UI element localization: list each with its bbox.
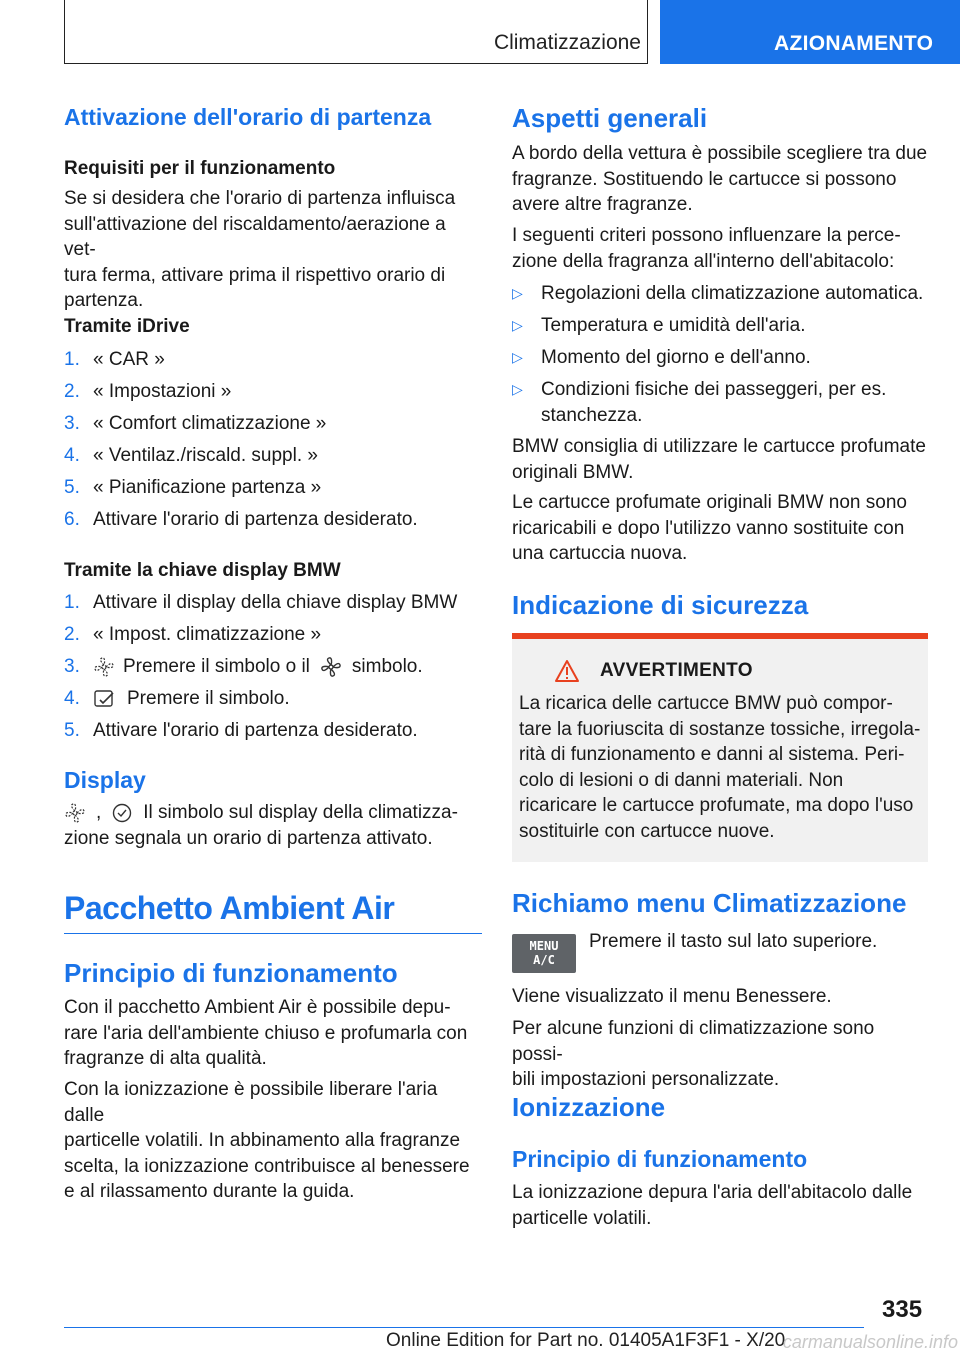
step-number: 3.	[64, 413, 80, 434]
criteria-list	[512, 281, 930, 431]
text-line: tura ferma, attivare prima il rispettivo orario di	[64, 264, 446, 286]
watermark: carmanualsonline.info	[782, 1332, 958, 1352]
step-number: 1.	[64, 592, 80, 613]
ionization-principle-heading: Principio di funzionamento	[512, 1146, 808, 1172]
bullet-text: Regolazioni della climatizzazione automatica.	[541, 283, 924, 304]
key-steps-list	[64, 590, 482, 750]
text-line: fragranze di alta qualità.	[64, 1048, 267, 1069]
confirm-box-icon	[93, 688, 115, 710]
header-chapter-label: AZIONAMENTO	[774, 32, 934, 55]
menu-paragraph-1: Viene visualizzato il menu Benessere.	[512, 986, 832, 1007]
text-line: scelta, la ionizzazione contribuisce al benessere	[64, 1155, 470, 1177]
fan-active-icon	[320, 656, 342, 678]
text-line: Con il pacchetto Ambient Air è possibile depu-	[64, 997, 451, 1018]
requirements-paragraph	[64, 186, 482, 314]
step-number: 5.	[64, 477, 80, 498]
step-text: « Comfort climatizzazione »	[93, 413, 327, 434]
triangle-bullet-icon: ▷	[512, 381, 523, 397]
text-line: ricaricabili e dopo l'utilizzo vanno sostituite con	[512, 517, 905, 539]
bullet-text: Momento del giorno e dell'anno.	[541, 347, 811, 368]
warning-title: AVVERTIMENTO	[600, 660, 753, 681]
triangle-bullet-icon: ▷	[512, 285, 523, 301]
text-line: La ionizzazione depura l'aria dell'abitacolo dalle	[512, 1182, 913, 1203]
text-line: sostituirle con cartucce nuove.	[519, 820, 775, 842]
fan-icon	[64, 802, 86, 824]
step-number: 4.	[64, 445, 80, 466]
step-text	[93, 654, 423, 679]
ionization-paragraph	[512, 1180, 930, 1231]
text-line: originali BMW.	[512, 461, 634, 483]
principle-heading: Principio di funzionamento	[64, 958, 398, 988]
step-text: « Impostazioni »	[93, 381, 232, 402]
list-item	[64, 590, 482, 615]
step-number: 2.	[64, 381, 80, 402]
text-line: Se si desidera che l'orario di partenza influisca	[64, 188, 456, 209]
display-heading: Display	[64, 767, 146, 793]
list-item	[512, 313, 930, 339]
page-number: 335	[882, 1296, 923, 1323]
step-number: 4.	[64, 688, 80, 709]
list-item	[512, 377, 930, 429]
general-paragraph-4	[512, 490, 930, 567]
general-paragraph-3	[512, 434, 930, 485]
footer-divider	[64, 1327, 864, 1328]
button-label: MENU	[529, 939, 559, 953]
text-line: partenza.	[64, 290, 144, 311]
step-number: 5.	[64, 720, 80, 741]
text-line: fragranze. Sostituendo le cartucce si possono	[512, 168, 897, 190]
menu-instruction: Premere il tasto sul lato superiore.	[589, 931, 878, 952]
step-text	[93, 686, 290, 711]
step-text-part: Premere il simbolo.	[127, 688, 290, 709]
warning-title-row	[554, 659, 934, 687]
idrive-steps-list	[64, 347, 482, 537]
text-line: zione della fragranza all'interno dell'abitacolo:	[512, 250, 895, 272]
key-display-heading: Tramite la chiave display BMW	[64, 560, 341, 581]
fan-icon	[93, 656, 115, 678]
list-item	[64, 686, 482, 711]
menu-ac-button[interactable]	[512, 934, 576, 973]
text-line: sull'attivazione del riscaldamento/aerazione a vet-	[64, 213, 446, 260]
general-heading: Aspetti generali	[512, 103, 708, 133]
footer-edition: Online Edition for Part no. 01405A1F3F1 - X/20	[386, 1330, 786, 1351]
list-item	[512, 345, 930, 371]
triangle-bullet-icon: ▷	[512, 349, 523, 365]
ionization-heading: Ionizzazione	[512, 1092, 666, 1122]
step-text: « Impost. climatizzazione »	[93, 624, 322, 645]
step-text: « Pianificazione partenza »	[93, 477, 322, 498]
button-label: A/C	[533, 953, 555, 967]
list-item	[64, 622, 482, 647]
general-paragraph-1	[512, 141, 930, 218]
text-line: particelle volatili. In abbinamento alla fragranze	[64, 1130, 461, 1151]
text-line: BMW consiglia di utilizzare le cartucce profumate	[512, 436, 926, 457]
text-line: una cartuccia nuova.	[512, 543, 688, 564]
header-section-title: Climatizzazione	[493, 31, 641, 54]
safety-heading: Indicazione di sicurezza	[512, 590, 809, 620]
warning-triangle-icon	[554, 659, 580, 683]
step-text: « Ventilaz./riscald. suppl. »	[93, 445, 318, 466]
text-line: bili impostazioni personalizzate.	[512, 1069, 780, 1090]
list-item	[64, 475, 482, 500]
list-item	[64, 411, 482, 436]
list-item	[64, 718, 482, 743]
text-line: Le cartucce profumate originali BMW non sono	[512, 492, 907, 513]
menu-heading: Richiamo menu Climatizzazione	[512, 888, 907, 918]
list-item	[64, 379, 482, 404]
step-number: 2.	[64, 624, 80, 645]
step-text: Attivare l'orario di partenza desiderato.	[93, 720, 418, 741]
list-item	[64, 347, 482, 372]
list-item	[64, 654, 482, 679]
step-number: 3.	[64, 656, 80, 677]
step-text-part: Premere il simbolo o il	[123, 656, 310, 677]
idrive-heading: Tramite iDrive	[64, 316, 190, 337]
principle-paragraph-1	[64, 995, 482, 1072]
bullet-text: Temperatura e umidità dell'aria.	[541, 315, 806, 336]
principle-paragraph-2	[64, 1077, 482, 1205]
text-line: zione segnala un orario di partenza attivato.	[64, 827, 433, 849]
menu-paragraph-2	[512, 1016, 930, 1093]
list-item	[512, 281, 930, 307]
departure-heading: Attivazione dell'orario di partenza	[64, 104, 432, 130]
text-part: Il simbolo sul display della climatizza-	[143, 802, 458, 823]
list-item	[64, 507, 482, 532]
text-line: stanchezza.	[541, 404, 643, 426]
text-line: e al rilassamento durante la guida.	[64, 1181, 355, 1202]
text-line: Per alcune funzioni di climatizzazione sono possi-	[512, 1018, 875, 1065]
text-line: avere altre fragranze.	[512, 194, 693, 215]
list-item	[64, 443, 482, 468]
warning-text	[519, 691, 924, 844]
text-line: Condizioni fisiche dei passeggeri, per es.	[541, 379, 887, 400]
step-text: « CAR »	[93, 349, 165, 370]
step-number: 6.	[64, 509, 80, 530]
text-line: I seguenti criteri possono influenzare la perce-	[512, 225, 901, 246]
text-line	[64, 800, 482, 826]
separator: ,	[96, 802, 102, 823]
text-line: ricaricare le cartucce profumate, ma dopo l'uso	[519, 795, 914, 816]
text-line: particelle volatili.	[512, 1207, 652, 1229]
text-line: rare l'aria dell'ambiente chiuso e profumarla con	[64, 1022, 468, 1044]
header-chapter-tab[interactable]	[660, 0, 960, 64]
text-line: tare la fuoriuscita di sostanze tossiche, irregola-	[519, 718, 921, 740]
triangle-bullet-icon: ▷	[512, 317, 523, 333]
header-section-box	[64, 0, 648, 64]
requirements-heading: Requisiti per il funzionamento	[64, 158, 336, 179]
display-paragraph	[64, 800, 482, 851]
text-line: colo di lesioni o di danni materiali. Non	[519, 769, 844, 791]
title-divider	[64, 933, 482, 934]
step-text-part: simbolo.	[351, 656, 423, 677]
ambient-air-title: Pacchetto Ambient Air	[64, 890, 395, 926]
step-text: Attivare l'orario di partenza desiderato.	[93, 509, 418, 530]
warning-box	[512, 633, 928, 862]
text-line: Con la ionizzazione è possibile liberare l'aria dalle	[64, 1079, 438, 1126]
text-line: A bordo della vettura è possibile scegliere tra due	[512, 143, 928, 164]
step-text: Attivare il display della chiave display BMW	[93, 592, 458, 613]
general-paragraph-2	[512, 223, 930, 274]
step-number: 1.	[64, 349, 80, 370]
text-line: rità di funzionamento e danni al sistema. Peri-	[519, 744, 905, 765]
bullet-text	[541, 377, 886, 428]
clock-check-icon	[111, 802, 133, 824]
warning-bar	[512, 633, 928, 639]
text-line: La ricarica delle cartucce BMW può compor-	[519, 693, 893, 714]
